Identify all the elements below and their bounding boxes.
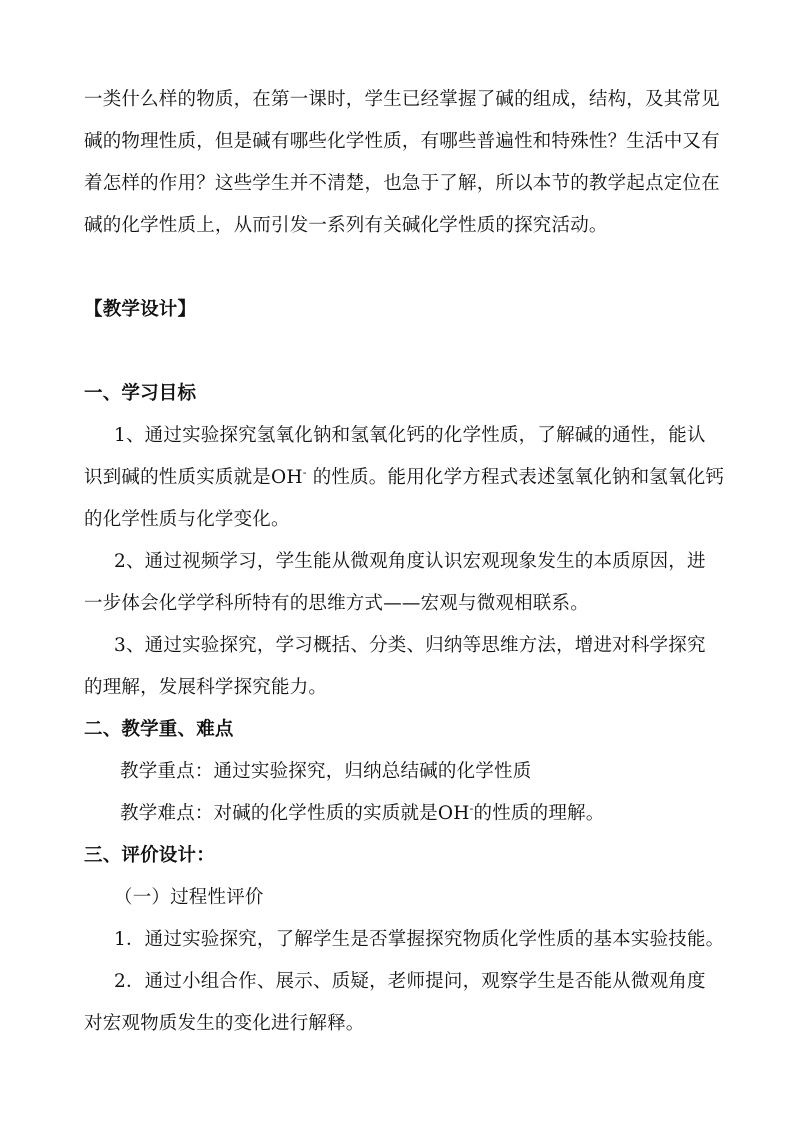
hydroxide-charge-2: - (469, 801, 474, 815)
objective-2-line-1: 2、通过视频学习，学生能从微观角度认识宏观现象发生的本质原因，进 (114, 551, 706, 572)
intro-line-1: 一类什么样的物质，在第一课时，学生已经掌握了碱的组成，结构，及其常见 (84, 89, 720, 110)
objective-1-line-1: 1、通过实验探究氢氧化钠和氢氧化钙的化学性质，了解碱的通性，能认 (114, 425, 706, 446)
design-heading: 【教学设计】 (84, 299, 197, 320)
objective-1-line-2-pre: 识到碱的性质实质就是OH (84, 467, 303, 488)
difficulty-post: 的性质的理解。 (473, 803, 605, 824)
section1-heading: 一、学习目标 (84, 383, 197, 404)
evaluation-item-2-line-1: 2．通过小组合作、展示、质疑，老师提问，观察学生是否能从微观角度 (114, 971, 706, 992)
difficulty-point (120, 802, 604, 826)
objective-1-line-2-post: 的性质。能用化学方程式表述氢氧化钠和氢氧化钙 (306, 467, 725, 488)
evaluation-item-2-line-2: 对宏观物质发生的变化进行解释。 (84, 1013, 365, 1034)
objective-1-line-3: 的化学性质与化学变化。 (84, 509, 290, 530)
difficulty-pre: 教学难点：对碱的化学性质的实质就是OH (120, 803, 470, 824)
key-point: 教学重点：通过实验探究，归纳总结碱的化学性质 (120, 761, 532, 782)
objective-3-line-1: 3、通过实验探究，学习概括、分类、归纳等思维方法，增进对科学探究 (114, 635, 706, 656)
intro-line-4: 碱的化学性质上，从而引发一系列有关碱化学性质的探究活动。 (84, 215, 608, 236)
section2-heading: 二、教学重、难点 (84, 719, 234, 740)
objective-3-line-2: 的理解，发展科学探究能力。 (84, 677, 328, 698)
section3-heading: 三、评价设计： (84, 845, 215, 866)
intro-line-2: 碱的物理性质，但是碱有哪些化学性质，有哪些普遍性和特殊性？生活中又有 (84, 131, 720, 152)
hydroxide-charge: - (302, 465, 307, 479)
objective-1-line-2 (84, 466, 724, 490)
objective-2-line-2: 一步体会化学学科所特有的思维方式——宏观与微观相联系。 (84, 593, 589, 614)
intro-line-3: 着怎样的作用？这些学生并不清楚，也急于了解，所以本节的教学起点定位在 (84, 173, 720, 194)
section3-subheading: （一）过程性评价 (114, 887, 264, 908)
evaluation-item-1: 1．通过实验探究，了解学生是否掌握探究物质化学性质的基本实验技能。 (114, 929, 725, 950)
